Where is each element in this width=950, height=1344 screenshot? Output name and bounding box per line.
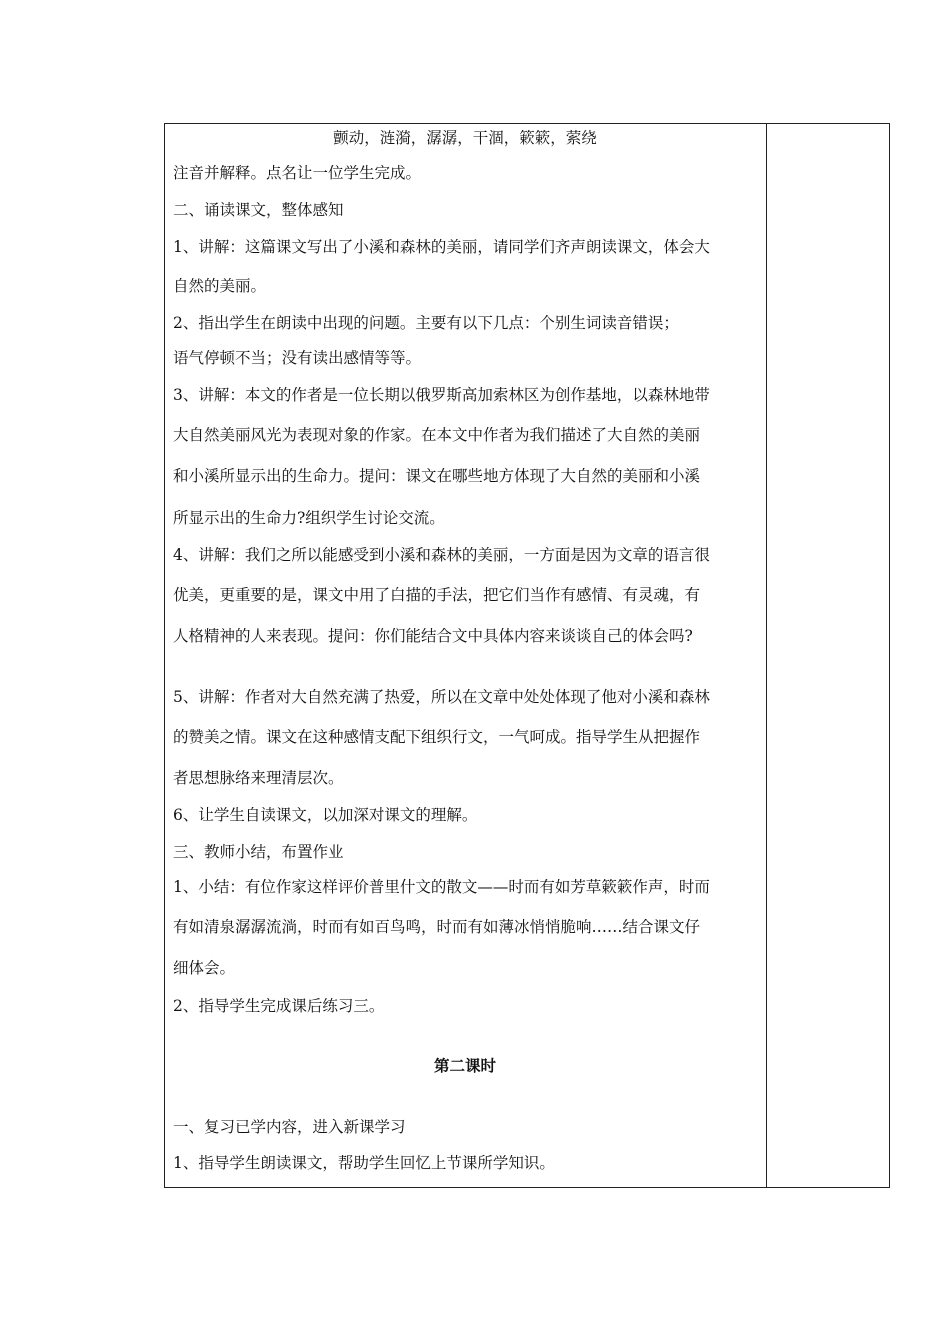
text-line: 3、讲解：本文的作者是一位长期以俄罗斯高加索林区为创作基地，以森林地带 — [173, 386, 710, 404]
text-line: 语气停顿不当；没有读出感情等等。 — [173, 349, 422, 367]
text-line: 2、指出学生在朗读中出现的问题。主要有以下几点：个别生词读音错误； — [173, 314, 679, 332]
lesson-table — [164, 123, 890, 1188]
text-line: 人格精神的人来表现。提问：你们能结合文中具体内容来谈谈自己的体会吗? — [173, 627, 693, 645]
text-line: 和小溪所显示出的生命力。提问：课文在哪些地方体现了大自然的美丽和小溪 — [173, 467, 701, 485]
section-heading: 二、诵读课文，整体感知 — [173, 201, 344, 219]
vocab-line: 颤动，涟漪，潺潺，干涸，簌簌，萦绕 — [333, 129, 597, 147]
text-line: 细体会。 — [173, 959, 236, 977]
text-line: 4、讲解：我们之所以能感受到小溪和森林的美丽，一方面是因为文章的语言很 — [173, 546, 710, 564]
text-line: 2、指导学生完成课后练习三。 — [173, 997, 385, 1015]
text-line: 自然的美丽。 — [173, 277, 267, 295]
section-heading: 三、教师小结，布置作业 — [173, 843, 344, 861]
text-line: 1、讲解：这篇课文写出了小溪和森林的美丽，请同学们齐声朗读课文，体会大 — [173, 238, 710, 256]
text-line: 大自然美丽风光为表现对象的作家。在本文中作者为我们描述了大自然的美丽 — [173, 426, 701, 444]
column-divider — [766, 123, 767, 1188]
text-line: 5、讲解：作者对大自然充满了热爱，所以在文章中处处体现了他对小溪和森林 — [173, 688, 710, 706]
text-line: 所显示出的生命力?组织学生讨论交流。 — [173, 509, 445, 527]
text-line: 优美，更重要的是，课文中用了白描的手法，把它们当作有感情、有灵魂，有 — [173, 586, 701, 604]
text-line: 6、让学生自读课文，以加深对课文的理解。 — [173, 806, 478, 824]
section-heading: 一、复习已学内容，进入新课学习 — [173, 1118, 406, 1136]
text-line: 有如清泉潺潺流淌，时而有如百鸟鸣，时而有如薄冰悄悄脆响……结合课文仔 — [173, 918, 701, 936]
text-line: 注音并解释。点名让一位学生完成。 — [173, 164, 422, 182]
lesson-title: 第二课时 — [433, 1056, 496, 1075]
text-line: 者思想脉络来理清层次。 — [173, 769, 344, 787]
text-line: 的赞美之情。课文在这种感情支配下组织行文，一气呵成。指导学生从把握作 — [173, 728, 701, 746]
text-line: 1、小结：有位作家这样评价普里什文的散文——时而有如芳草簌簌作声，时而 — [173, 878, 710, 896]
text-line: 1、指导学生朗读课文，帮助学生回忆上节课所学知识。 — [173, 1154, 555, 1172]
